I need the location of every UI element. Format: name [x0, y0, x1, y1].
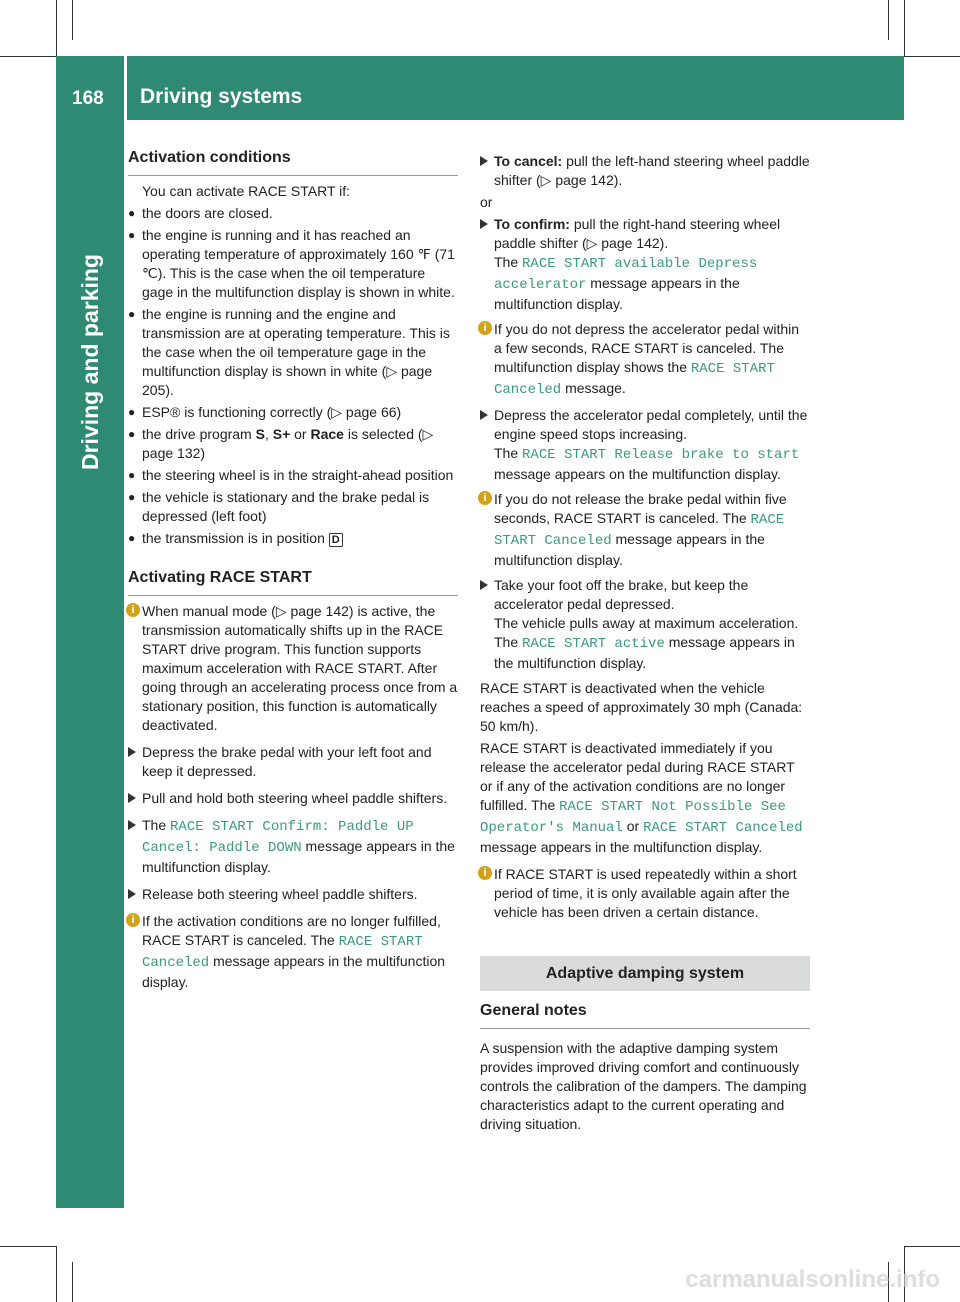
crop-mark [888, 0, 889, 40]
section-title: Driving systems [140, 85, 303, 108]
step-arrow-icon [128, 820, 136, 830]
step-item: Take your foot off the brake, but keep the accelerator pedal depressed. The vehicle pulls away at maximum acceleration. The RACE START active message appears in the multifunction display. [480, 576, 810, 673]
crop-mark [904, 56, 960, 57]
step-arrow-icon [480, 219, 488, 229]
crop-mark [904, 0, 905, 56]
info-icon: i [126, 913, 140, 927]
info-icon: i [478, 321, 492, 335]
info-note: i If you do not depress the accelerator pedal within a few seconds, RACE START is canceled. The multifunction display shows the RACE START Canceled message. [480, 320, 810, 400]
info-icon: i [126, 603, 140, 617]
header-separator [124, 56, 127, 120]
crop-mark [56, 0, 57, 56]
section-box-adaptive-damping: Adaptive damping system [480, 956, 810, 991]
info-icon: i [478, 866, 492, 880]
step-confirm: To confirm: pull the right-hand steering wheel paddle shifter (▷ page 142). The RACE START available Depress accelerator message appears in the multifunction display. [480, 215, 810, 314]
crop-mark [72, 1262, 73, 1302]
heading-general-notes: General notes [480, 1001, 810, 1029]
page-number: 168 [72, 88, 104, 109]
paragraph: RACE START is deactivated immediately if you release the accelerator pedal during RACE START or if any of the activation conditions are no longer fulfilled. The RACE START Not Possible See Operator's Manual or RACE START Canceled message appears in the multifunction display. [480, 740, 803, 855]
crop-mark [72, 0, 73, 40]
info-note: i When manual mode (▷ page 142) is active, the transmission automatically shifts up in the RACE START drive program. This function supports maximum acceleration with RACE START. After going through an accelerating process once from a stationary position, this function is automatically deactivated. [128, 602, 458, 735]
step-item: The RACE START Confirm: Paddle UP Cancel: Paddle DOWN message appears in the multifunction display. [128, 816, 458, 877]
step-arrow-icon [128, 889, 136, 899]
crop-mark [0, 56, 56, 57]
step-cancel: To cancel: pull the left-hand steering wheel paddle shifter (▷ page 142). [480, 152, 810, 190]
step-item: Depress the accelerator pedal completely, until the engine speed stops increasing. The RACE START Release brake to start message appears on the multifunction display. [480, 406, 810, 484]
paragraph: A suspension with the adaptive damping system provides improved driving comfort and continuously controls the calibration of the dampers. The damping characteristics adapt to the current operating and driving situation. [480, 1040, 807, 1132]
heading-activating-race-start: Activating RACE START [128, 568, 458, 596]
paragraph: RACE START is deactivated when the vehicle reaches a speed of approximately 30 mph (Canada: 50 km/h). [480, 680, 803, 734]
step-item: Pull and hold both steering wheel paddle shifters. [128, 789, 458, 808]
intro-text: You can activate RACE START if: [142, 183, 351, 199]
info-note: i If the activation conditions are no longer fulfilled, RACE START is canceled. The RACE START Canceled message appears in the multifunction display. [128, 912, 458, 992]
right-column [480, 152, 810, 1137]
condition-item: ● the doors are closed. [128, 205, 273, 221]
condition-item-drive-program: ● the drive program S, S+ or Race is selected (▷ page 132) [128, 426, 434, 461]
condition-item: ● the steering wheel is in the straight-ahead position [128, 467, 454, 483]
step-arrow-icon [128, 747, 136, 757]
gear-d-icon: D [329, 533, 343, 547]
info-note: i If you do not release the brake pedal within five seconds, RACE START is canceled. The RACE START Canceled message appears in the multifunction display. [480, 490, 810, 570]
condition-item: ● the engine is running and it has reached an operating temperature of approximately 160 ℉ (71 ℃). This is the case when the oil temperature gage in the multifunction display is shown in white. [128, 227, 455, 300]
crop-mark [904, 1246, 960, 1247]
step-arrow-icon [128, 793, 136, 803]
condition-item: ● the vehicle is stationary and the brake pedal is depressed (left foot) [128, 489, 430, 524]
info-icon: i [478, 491, 492, 505]
crop-mark [0, 1246, 56, 1247]
step-arrow-icon [480, 580, 488, 590]
condition-item-position: ● the transmission is in position D [128, 529, 458, 548]
heading-activation-conditions: Activation conditions [128, 148, 458, 176]
or-text: or [480, 194, 493, 210]
crop-mark [56, 1246, 57, 1302]
condition-item: ● the engine is running and the engine and transmission are at operating temperature. This is the case when the oil temperature gage in the multifunction display is shown in white (▷ page 205). [128, 306, 450, 398]
left-column [128, 148, 458, 995]
step-arrow-icon [480, 410, 488, 420]
step-arrow-icon [480, 156, 488, 166]
step-item: Depress the brake pedal with your left foot and keep it depressed. [128, 743, 458, 781]
step-item: Release both steering wheel paddle shifters. [128, 885, 458, 904]
side-tab-label: Driving and parking [77, 254, 103, 470]
watermark: carmanualsonline.info [685, 1266, 940, 1293]
condition-item: ● ESP® is functioning correctly (▷ page 66) [128, 404, 402, 420]
info-note: i If RACE START is used repeatedly within a short period of time, it is only available again after the vehicle has been driven a certain distance. [480, 865, 810, 922]
